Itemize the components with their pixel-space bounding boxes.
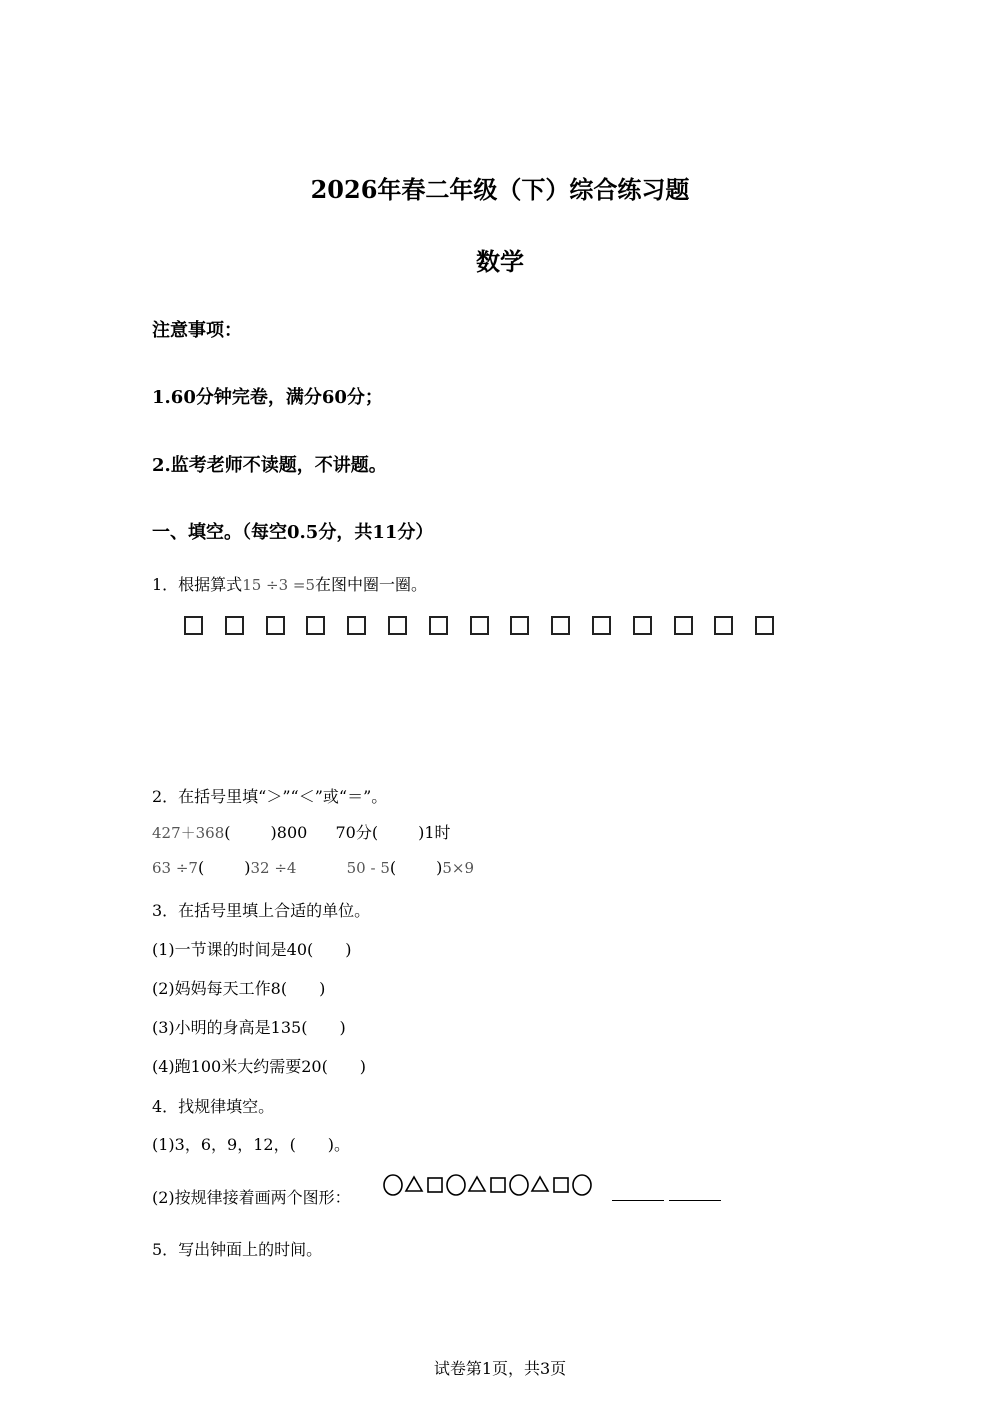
compare-1-hour: )1时 [418, 823, 451, 842]
expr-32-div-4: 32 ÷4 [250, 859, 297, 877]
question-1 [152, 572, 427, 595]
pattern-answer-blanks [612, 1184, 721, 1205]
expr-63-div-7: 63 ÷7 [152, 859, 198, 877]
square-shape [674, 616, 693, 635]
question-4-sub-2: (2)按规律接着画两个图形： [152, 1188, 351, 1207]
square-row [184, 616, 784, 640]
square-icon [554, 1178, 568, 1192]
expr-50-minus-5: 50 - 5 [346, 859, 390, 877]
compare-800: )800 [270, 823, 308, 842]
square-shape [388, 616, 407, 635]
square-icon [491, 1178, 505, 1192]
pattern-answer-blank-1[interactable] [612, 1184, 664, 1201]
triangle-icon [406, 1177, 422, 1191]
triangle-icon [532, 1177, 548, 1191]
circle-icon [384, 1175, 402, 1195]
expr-70-min: 70分( [335, 823, 379, 842]
expr-427-368: 427＋368 [152, 824, 225, 842]
square-shape [266, 616, 285, 635]
circle-icon [510, 1175, 528, 1195]
square-shape [510, 616, 529, 635]
square-shape [551, 616, 570, 635]
question-3-item-3: (3)小明的身高是135( ) [152, 1018, 346, 1037]
expr-5-times-9: 5×9 [442, 859, 475, 877]
question-2-row-1: 427＋368( )800 70分( )1时 [152, 823, 451, 842]
square-shape [306, 616, 325, 635]
exam-title: 2026年春二年级（下）综合练习题 [310, 175, 690, 204]
question-4: 4．找规律填空。 [152, 1097, 275, 1116]
subject-title: 数学 [476, 247, 524, 276]
square-shape [429, 616, 448, 635]
square-shape [592, 616, 611, 635]
square-shape [184, 616, 203, 635]
question-2: 2．在括号里填“＞”“＜”或“＝”。 [152, 787, 388, 806]
question-5: 5．写出钟面上的时间。 [152, 1240, 323, 1259]
question-4-sub-1: (1)3，6，9，12，( )。 [152, 1135, 351, 1154]
shape-pattern [382, 1172, 602, 1198]
square-shape [755, 616, 774, 635]
square-icon [428, 1178, 442, 1192]
question-1-prefix: 1．根据算式 [152, 575, 243, 594]
question-3-item-2: (2)妈妈每天工作8( ) [152, 979, 326, 998]
page-footer: 试卷第1页，共3页 [433, 1359, 567, 1378]
square-shape [347, 616, 366, 635]
question-3-item-1: (1)一节课的时间是40( ) [152, 940, 352, 959]
square-shape [225, 616, 244, 635]
triangle-icon [469, 1177, 485, 1191]
notice-item-1: 1.60分钟完卷，满分60分； [152, 387, 383, 408]
square-shape [714, 616, 733, 635]
section-1-heading: 一、填空。（每空0.5分，共11分） [152, 522, 434, 543]
circle-icon [573, 1175, 591, 1195]
question-1-suffix: 在图中圈一圈。 [315, 575, 428, 594]
question-2-row-2: 63 ÷7( )32 ÷4 50 - 5( )5×9 [152, 858, 475, 877]
question-3-item-4: (4)跑100米大约需要20( ) [152, 1057, 367, 1076]
notice-heading: 注意事项： [152, 320, 242, 341]
square-shape [470, 616, 489, 635]
pattern-answer-blank-2[interactable] [669, 1184, 721, 1201]
question-1-formula: 15 ÷3 =5 [242, 576, 316, 594]
square-shape [633, 616, 652, 635]
circle-icon [447, 1175, 465, 1195]
question-3: 3．在括号里填上合适的单位。 [152, 901, 371, 920]
notice-item-2: 2.监考老师不读题，不讲题。 [152, 455, 387, 476]
